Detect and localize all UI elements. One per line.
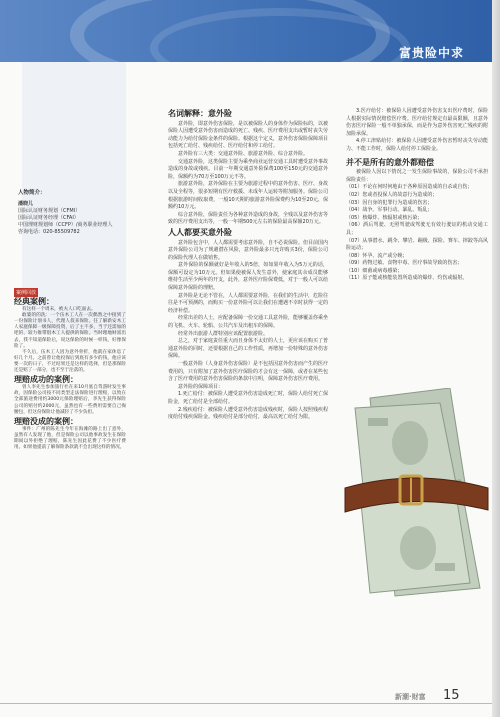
- failed-claim-heading: 理赔没成的案例：: [14, 416, 78, 426]
- section-title: 富贵险中求: [398, 46, 464, 60]
- exclusion-item: （07）从事潜水、跳伞、攀岩、蹦极、探险、赛车、摔跤等高风险运动；: [346, 237, 488, 252]
- mid-paragraph: 旅游意外险，意外保险在主要为旅游过程中的意外伤害、医疗、身故以及全程等，很多短期有医疗救援、未成年人运转等附加服务。保险公司根据旅游时间收取费，一般10天期的旅游意外险保费约为10至20元，保额约10万元。: [168, 181, 329, 211]
- case-review-tag: 案例回放: [16, 290, 37, 296]
- term-explanation-heading: 名词解释：意外险: [168, 109, 232, 118]
- mid-paragraph: 意外险有三大类：交通意外险、旅游意外险、综合意外险。: [178, 150, 309, 157]
- author-credential-3: 中国理财规划师（CCFP）/商务职业经理人: [18, 222, 113, 228]
- exclusion-item: （02）您或者投保人的故意行为造成的；: [346, 191, 438, 198]
- middle-column-text: [168, 108, 328, 422]
- exclusion-item: （06）酒后驾驶、无照驾驶或驾驶无有效行驶证的机动交通工具；: [346, 222, 488, 236]
- right-column-text: [346, 108, 488, 283]
- mid-paragraph: 综合意外险，保险责任为各种意外造成的身故，全残以及意外伤害等致的医疗费用支出等，一般一年期500元左右的保险最高保额20万元。: [168, 211, 329, 226]
- mid-paragraph: 经常出差的人士，应配备保障一份交通工具意外险，能够覆盖你乘坐的飞机、火车、轮船、公共汽车及出租车的保障。: [168, 315, 329, 330]
- mid-paragraph: 意外险，即意外伤害保险，是以被保险人的身体作为保险标的，以被保险人因遭受意外伤害而造成的死亡、残疾、医疗费用支出或暂时丧失劳动能力为给付保险金条件的保险。根据这个定义，意外伤害保险保障项目包括死亡给付、残疾给付、医疗给付和停工给付。: [168, 120, 329, 150]
- mid-paragraph: 1.死亡给付：被保险人遭受意外伤害造成死亡时，保险人给付死亡保险金，死亡给付是全部给付。: [168, 391, 328, 405]
- exclusion-item: （08）怀孕、流产或分娩；: [346, 252, 408, 259]
- belted-money-illustration: [340, 388, 490, 598]
- mid-paragraph: 意外险的保障项目：: [178, 383, 224, 390]
- page-edge: [492, 0, 500, 717]
- left-paragraph: 敢婆的的洗：一个伍木工人在一次偶然之中接到了一份保险计划书人，代理人叔来保险。任了解新安木工人家庭保障一级保障投资，后了主不多，当于还需加的吧的，较力推带倡木工人提供的保险。当时理地财富出去，我不知道保险后，说这保险的时候一样钱，好像保险了。: [14, 313, 126, 349]
- right-paragraph: 被保险人因以下情况之一发生保险事故的，保险公司不承担保险责任：: [346, 169, 488, 183]
- right-paragraph: 3.医疗给付：被保险人因遭受意外伤害支出医疗费时，保险人根据实际情况赔偿医疗费。医疗给付规定有最高限额，且意外伤害医疗保险一般不单独承保，而是作为意外伤害死亡残疾的附加险承保。: [346, 108, 488, 137]
- left-paragraph: 事件：广州的陈先生今年在海滩的路上出了意外，虽然有人发现了他，但是保险公司以他事故发生在保险期间以外拒绝了理赔，陈先生因此花费了不少医疗费用。如果他提前了解保险条款就不会出现这样的情况。: [14, 426, 126, 451]
- exclusions-heading: 并不是所有的意外都赔偿: [346, 157, 434, 167]
- header-banner: [0, 0, 500, 62]
- mid-paragraph: 意外险包含中，人人都需要考虑意外险，自不必说保险。但目前国内意外保险公司为了规避潜在风险，意外险最多只允许购买3份，保险公司的保险代理人在做销售。: [168, 239, 329, 261]
- mid-paragraph: 经常外出旅游人群特别应该配置旅游险。: [178, 330, 269, 337]
- mid-paragraph: 2.残疾给付：被保险人遭受意外伤害造成残疾时，保险人按照残疾程度给付残疾保险金。残疾给付是部分给付，最高以死亡给付为限。: [168, 406, 328, 421]
- right-paragraph: 4.停工津贴给付：被保险人因遭受意外伤害暂时丧失劳动能力、不能工作时，保险人给付停工保险金。: [346, 138, 488, 152]
- footer-divider: [0, 703, 500, 704]
- author-label: 人物简介：: [18, 190, 46, 196]
- everyone-needs-insurance-heading: 人人都要买意外险: [168, 227, 232, 237]
- classic-case-heading: 经典案例：: [14, 297, 54, 306]
- exclusion-item: （10）细菌或病毒感染；: [346, 267, 403, 274]
- author-credential-1: 国际认证财务规划（CFMI）: [18, 208, 81, 214]
- exclusion-item: （05）核爆炸、核辐射或核污染；: [346, 214, 423, 221]
- page-number: 15: [443, 688, 460, 703]
- exclusion-item: （03）因自身的犯罪行为造成的伤害；: [346, 199, 433, 206]
- successful-claim-heading: 理赔成功的案例：: [14, 375, 78, 385]
- author-phone: 咨询电话：020-85509782: [18, 229, 80, 235]
- left-paragraph: 有这样一个周末，被夫人口吃面去。: [22, 307, 96, 313]
- left-paragraph: 曾人李先生参加旅行社在来10月底自驾游时发生事故，因保险公司按不同类型走法保险进行理赔，以致在全部旅途费用约3000元保险理赔后，李先生获得保险公司的赔付约2000元，虽然也有一些费用需要自己掏腰包，但这份保险让他减轻了不少负担。: [14, 385, 126, 415]
- mid-paragraph: 总之，对于家庭责任重大而且身体不太好的人士，更应该在购买了普通意外险的同时，还要根据自己的工作性质，再增加一份特殊的意外伤害保障。: [168, 338, 329, 360]
- author-bio: [18, 190, 122, 236]
- mid-paragraph: 一般意外险（人身意外伤害保险）是不包括因意外伤害而产生的医疗费用的，只有附加了意外伤害医疗保险的才会有这一保障，或者在某些包含了医疗费用的意外伤害保险的条款中注明，保障意外伤害医疗费用。: [168, 361, 329, 383]
- exclusion-item: （11）原子能或核能装置所造成的爆炸、灼伤或辐射。: [346, 275, 468, 282]
- author-name: 潘晓儿: [18, 201, 34, 207]
- exclusion-item: （01）不论在何时何地由于各种原因造成的自杀或自伤；: [346, 184, 473, 191]
- mid-paragraph: 意外保险的保额就好是年收入的5倍，如如果年收入为5万元的话，保额可设定为10万元。但如果使被保人发生意外，使家庭其余成员能够维持生活至少两年的开支，此外，意外医疗险保费低，对于一般人可以给保障意外保险的理赔。: [168, 262, 329, 292]
- author-credential-2: 国际认证财务经理（CFAI）: [18, 215, 79, 221]
- mid-paragraph: 意外险是无论不管在，人人都需要意外险，在我们的生活中，危险往往是不可预测的，而购买一份意外险可以让我们在遭遇不幸时获得一定的经济补偿。: [168, 292, 329, 314]
- left-column-text: [14, 296, 126, 451]
- exclusion-item: （04）战争、军事行动、暴乱、叛乱；: [346, 207, 433, 214]
- magazine-name: 新潮·财富: [395, 693, 426, 701]
- left-paragraph: 不久后，伍木工人因为意外骨折，他就在家休息了好几个月。之前曾让他投保后到底有多少的钱，他应该要一次的日子，不过结果还是这样的选择，但是那保险还是赔了一部分，也不至于沦落的。: [14, 349, 126, 374]
- exclusion-item: （09）药物过敏、食物中毒、医疗事故导致的伤害；: [346, 260, 463, 267]
- mid-paragraph: 交通意外险，这类保险主要为乘坐商业运营交通工具时遭受意外事故造成的身故或残疾。目前一年期交通意外险保费100至150元的交通意外险，保额约为70万至100万元不等。: [168, 158, 329, 180]
